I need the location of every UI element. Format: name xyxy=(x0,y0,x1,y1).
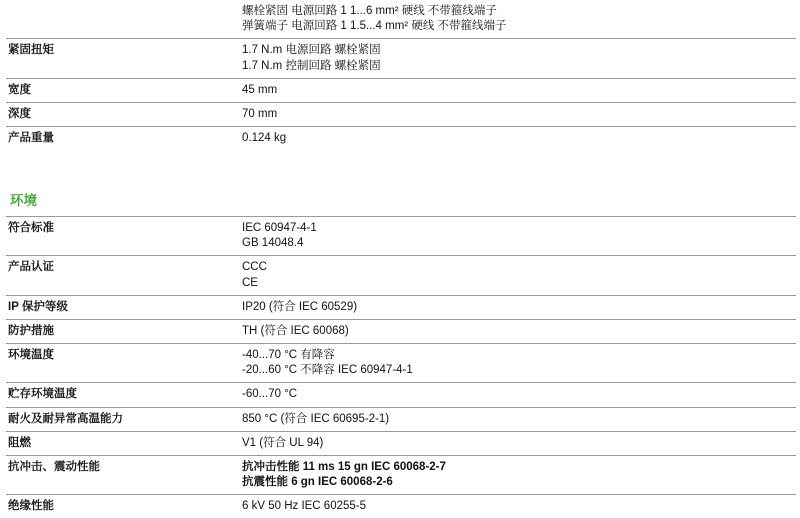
section-title: 环境 xyxy=(10,193,37,209)
table-row xyxy=(6,319,796,343)
value-line: -40...70 °C 有降容 xyxy=(242,349,335,362)
section-gap xyxy=(6,150,796,184)
value-line: TH (符合 IEC 60068) xyxy=(242,324,349,337)
row-value xyxy=(240,256,796,295)
value-line: -20...60 °C 不降容 IEC 60947-4-1 xyxy=(242,364,413,377)
value-line: IP20 (符合 IEC 60529) xyxy=(242,300,358,313)
row-value xyxy=(240,431,796,455)
row-label: 紧固扭矩 xyxy=(6,39,240,78)
row-value xyxy=(240,455,796,494)
row-value xyxy=(240,344,796,383)
value-line: IEC 60947-4-1 xyxy=(242,222,317,235)
table-row xyxy=(6,256,796,295)
row-label: 抗冲击、震动性能 xyxy=(6,455,240,494)
table-row xyxy=(6,495,796,518)
section-spacer xyxy=(6,150,796,184)
table-row xyxy=(6,431,796,455)
table-row xyxy=(6,127,796,151)
row-value xyxy=(240,217,796,256)
value-line: 1.7 N.m 电源回路 螺栓紧固 xyxy=(242,44,381,57)
table-row xyxy=(6,102,796,126)
section-header xyxy=(6,184,796,217)
value-line: 抗冲击性能 11 ms 15 gn IEC 60068-2-7 xyxy=(242,460,446,473)
section-header-cell xyxy=(6,184,796,217)
table-row xyxy=(6,0,796,39)
specification-table xyxy=(6,0,796,518)
row-value xyxy=(240,295,796,319)
table-row xyxy=(6,295,796,319)
row-value xyxy=(240,102,796,126)
table-row xyxy=(6,217,796,256)
row-label: 宽度 xyxy=(6,78,240,102)
row-label xyxy=(6,0,240,39)
value-line: 6 kV 50 Hz IEC 60255-5 xyxy=(242,500,367,513)
value-line: V1 (符合 UL 94) xyxy=(242,436,324,449)
value-line: 弹簧端子 电源回路 1 1.5...4 mm² 硬线 不带箍线端子 xyxy=(242,20,507,33)
value-line: 0.124 kg xyxy=(242,132,287,145)
value-line: GB 14048.4 xyxy=(242,237,304,250)
value-line: -60...70 °C xyxy=(242,388,298,401)
row-value xyxy=(240,319,796,343)
value-line: 螺栓紧固 电源回路 1 1...6 mm² 硬线 不带箍线端子 xyxy=(242,5,497,17)
row-label: 耐火及耐异常高温能力 xyxy=(6,407,240,431)
value-line: 70 mm xyxy=(242,107,278,120)
value-line: CE xyxy=(242,276,258,289)
table-row xyxy=(6,39,796,78)
table-row xyxy=(6,383,796,407)
table-row xyxy=(6,78,796,102)
value-line: 1.7 N.m 控制回路 螺栓紧固 xyxy=(242,59,381,72)
row-value xyxy=(240,78,796,102)
row-label: 产品重量 xyxy=(6,127,240,151)
row-label: 符合标准 xyxy=(8,222,54,235)
row-label: IP 保护等级 xyxy=(6,295,240,319)
row-label: 环境温度 xyxy=(6,344,240,383)
value-line: 抗震性能 6 gn IEC 60068-2-6 xyxy=(242,476,393,489)
row-value xyxy=(240,127,796,151)
row-label: 深度 xyxy=(6,102,240,126)
value-line: 850 °C (符合 IEC 60695-2-1) xyxy=(242,412,390,425)
row-label: 产品认证 xyxy=(6,256,240,295)
row-value xyxy=(240,0,796,39)
row-label: 阻燃 xyxy=(6,431,240,455)
row-label: 绝缘性能 xyxy=(6,495,240,518)
section-spacer-cell xyxy=(6,150,796,184)
table-row xyxy=(6,344,796,383)
row-value xyxy=(240,383,796,407)
row-value xyxy=(240,39,796,78)
row-value xyxy=(240,407,796,431)
table-row xyxy=(6,455,796,494)
row-label: 防护措施 xyxy=(6,319,240,343)
row-label: 贮存环境温度 xyxy=(6,383,240,407)
table-row xyxy=(6,407,796,431)
value-line: CCC xyxy=(242,261,267,274)
row-value xyxy=(240,495,796,518)
value-line: 45 mm xyxy=(242,83,278,96)
